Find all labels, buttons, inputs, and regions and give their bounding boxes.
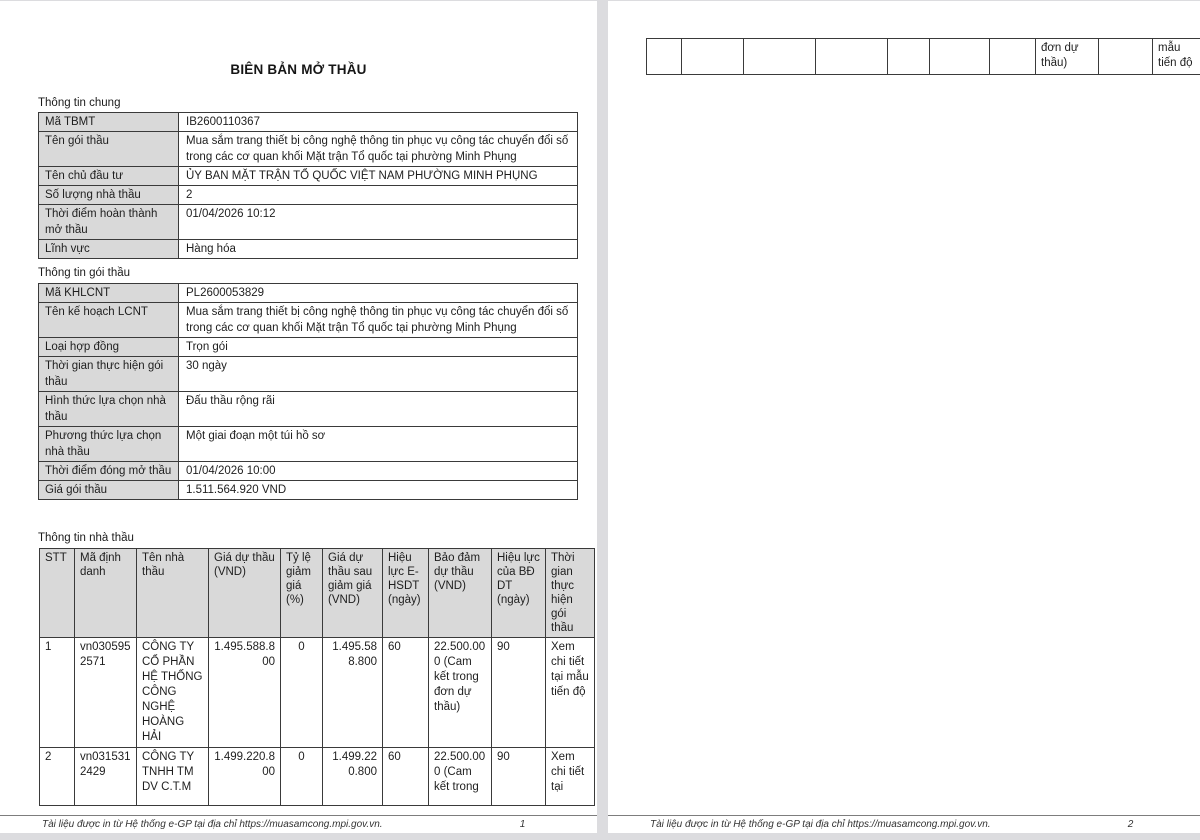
table-cell: 0 xyxy=(281,748,323,806)
table-cell: 1 xyxy=(40,638,75,748)
info-row xyxy=(39,240,578,259)
table-cell: CÔNG TY TNHH TM DV C.T.M xyxy=(137,748,209,806)
table-cell xyxy=(647,39,682,75)
document-title: BIÊN BẢN MỞ THẦU xyxy=(230,62,367,77)
table-cell: 1.495.588.800 xyxy=(323,638,383,748)
footer-source-text: Tài liệu được in từ Hệ thống e-GP tại địa chỉ https://muasamcong.mpi.gov.vn. xyxy=(650,819,991,830)
table-cell: 1.499.220.800 xyxy=(209,748,281,806)
bidder-table-continuation xyxy=(646,38,1200,75)
column-header: STT xyxy=(40,549,75,638)
table-cell: 0 xyxy=(281,638,323,748)
info-row xyxy=(39,338,578,357)
general-info-table xyxy=(38,112,578,259)
field-value: Đấu thầu rộng rãi xyxy=(179,392,578,427)
info-row xyxy=(39,113,578,132)
column-header: Tỷ lệ giảm giá (%) xyxy=(281,549,323,638)
footer-source-text: Tài liệu được in từ Hệ thống e-GP tại địa chỉ https://muasamcong.mpi.gov.vn. xyxy=(42,819,383,830)
field-value: 2 xyxy=(179,186,578,205)
table-cell: 2 xyxy=(40,748,75,806)
field-label: Tên kế hoạch LCNT xyxy=(39,303,179,338)
info-row xyxy=(39,186,578,205)
bidder-info-table xyxy=(39,548,595,806)
field-label: Thời gian thực hiện gói thầu xyxy=(39,357,179,392)
info-row xyxy=(39,303,578,338)
table-cell: 90 xyxy=(492,638,546,748)
field-value: ỦY BAN MẶT TRẬN TỔ QUỐC VIỆT NAM PHƯỜNG MINH PHỤNG xyxy=(179,167,578,186)
info-row xyxy=(39,167,578,186)
table-cell xyxy=(682,39,744,75)
field-value: IB2600110367 xyxy=(179,113,578,132)
table-cell xyxy=(744,39,816,75)
field-label: Mã TBMT xyxy=(39,113,179,132)
info-row xyxy=(39,427,578,462)
field-value: Một giai đoạn một túi hồ sơ xyxy=(179,427,578,462)
field-label: Tên gói thầu xyxy=(39,132,179,167)
info-row xyxy=(39,132,578,167)
field-label: Lĩnh vực xyxy=(39,240,179,259)
footer-divider xyxy=(608,815,1200,816)
table-cell: vn0305952571 xyxy=(75,638,137,748)
page-2 xyxy=(608,1,1200,833)
table-row xyxy=(647,39,1200,75)
table-cell: 60 xyxy=(383,638,429,748)
field-label: Số lượng nhà thầu xyxy=(39,186,179,205)
table-cell: CÔNG TY CỔ PHẦN HỆ THỐNG CÔNG NGHỆ HOÀNG HẢI xyxy=(137,638,209,748)
table-cell: 22.500.000 (Cam kết trong xyxy=(429,748,492,806)
column-header: Thời gian thực hiện gói thầu xyxy=(546,549,595,638)
column-header: Hiệu lực E-HSDT (ngày) xyxy=(383,549,429,638)
field-value: Mua sắm trang thiết bị công nghệ thông tin phục vụ công tác chuyển đổi số trong các cơ quan khối Mặt trận Tổ quốc tại phường Minh Phụng xyxy=(179,132,578,167)
field-label: Mã KHLCNT xyxy=(39,284,179,303)
table-cell: 22.500.000 (Cam kết trong đơn dự thầu) xyxy=(429,638,492,748)
field-value: Mua sắm trang thiết bị công nghệ thông tin phục vụ công tác chuyển đổi số trong các cơ quan khối Mặt trận Tổ quốc tại phường Minh Phụng xyxy=(179,303,578,338)
field-label: Thời điểm hoàn thành mở thầu xyxy=(39,205,179,240)
table-cell: mẫu tiến độ xyxy=(1153,39,1200,75)
field-value: 01/04/2026 10:12 xyxy=(179,205,578,240)
page-number: 2 xyxy=(1127,819,1134,830)
field-value: 1.511.564.920 VND xyxy=(179,481,578,500)
table-cell xyxy=(1099,39,1153,75)
section-heading-bidder-info: Thông tin nhà thầu xyxy=(38,532,134,544)
package-info-table xyxy=(38,283,578,500)
table-cell xyxy=(990,39,1036,75)
info-row xyxy=(39,357,578,392)
field-label: Loại hợp đồng xyxy=(39,338,179,357)
info-row xyxy=(39,392,578,427)
column-header: Mã định danh xyxy=(75,549,137,638)
table-cell: đơn dự thầu) xyxy=(1036,39,1099,75)
table-cell: 1.499.220.800 xyxy=(323,748,383,806)
table-cell: vn0315312429 xyxy=(75,748,137,806)
table-cell xyxy=(816,39,888,75)
info-row xyxy=(39,284,578,303)
section-heading-package-info: Thông tin gói thầu xyxy=(38,267,131,279)
table-cell xyxy=(930,39,990,75)
table-row xyxy=(40,638,595,748)
field-label: Tên chủ đầu tư xyxy=(39,167,179,186)
field-label: Giá gói thầu xyxy=(39,481,179,500)
field-value: 01/04/2026 10:00 xyxy=(179,462,578,481)
page-number: 1 xyxy=(519,819,526,830)
page-1 xyxy=(0,1,597,833)
field-value: Hàng hóa xyxy=(179,240,578,259)
info-row xyxy=(39,462,578,481)
table-cell: Xem chi tiết tại mẫu tiến độ xyxy=(546,638,595,748)
info-row xyxy=(39,481,578,500)
table-row xyxy=(40,748,595,806)
table-cell xyxy=(888,39,930,75)
field-value: PL2600053829 xyxy=(179,284,578,303)
footer-divider xyxy=(0,815,597,816)
field-value: Trọn gói xyxy=(179,338,578,357)
column-header: Giá dự thầu (VND) xyxy=(209,549,281,638)
info-row xyxy=(39,205,578,240)
section-heading-general-info: Thông tin chung xyxy=(38,97,121,109)
header-row xyxy=(40,549,595,638)
table-cell: 60 xyxy=(383,748,429,806)
column-header: Bảo đảm dự thầu (VND) xyxy=(429,549,492,638)
column-header: Hiệu lực của BĐ DT (ngày) xyxy=(492,549,546,638)
field-value: 30 ngày xyxy=(179,357,578,392)
field-label: Hình thức lựa chọn nhà thầu xyxy=(39,392,179,427)
field-label: Phương thức lựa chọn nhà thầu xyxy=(39,427,179,462)
column-header: Tên nhà thầu xyxy=(137,549,209,638)
column-header: Giá dự thầu sau giảm giá (VND) xyxy=(323,549,383,638)
table-cell: 90 xyxy=(492,748,546,806)
field-label: Thời điểm đóng mở thầu xyxy=(39,462,179,481)
table-cell: 1.495.588.800 xyxy=(209,638,281,748)
table-cell: Xem chi tiết tại xyxy=(546,748,595,806)
